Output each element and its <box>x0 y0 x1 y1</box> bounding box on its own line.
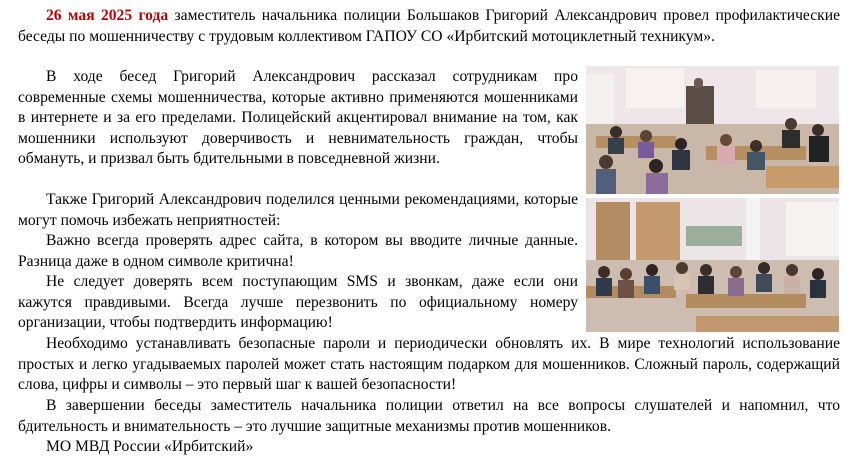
paragraph-sms-calls: Не следует доверять всем поступающим SMS и звонкам, даже если они кажутся правдивыми. Всегда лучше перезвонить по официальному номеру организации, чтобы подтвердить информацию! <box>18 273 578 331</box>
paragraph-recommendations-intro: Также Григорий Александрович поделился ценными рекомендациями, которые могут помочь избежать неприятностей: <box>18 191 578 229</box>
classroom-photo-1 <box>586 66 839 194</box>
paragraph-passwords: Необходимо устанавливать безопасные пароли и периодически обновлять их. В мире технологий использование простых и легко угадываемых паролей может стать настоящим подарком для мошенников. Сложный пароль, содержащий слова, цифры и символы – это первый шаг к вашей безопасности! <box>18 335 840 393</box>
intro-text: заместитель начальника полиции Большаков Григорий Александрович провел профилактические беседы по мошенничеству с трудовым коллективом ГАПОУ СО «Ирбитский мотоциклетный техникум». <box>18 7 840 45</box>
classroom-photo-2 <box>586 198 839 332</box>
paragraph-conclusion: В завершении беседы заместитель начальника полиции ответил на все вопросы слушателей и напомнил, что бдительность и внимательность – это лучшие защитные механизмы против мошенников. <box>18 397 840 435</box>
paragraph-intro <box>18 6 840 47</box>
signature: МО МВД России «Ирбитский» <box>46 438 254 455</box>
paragraph-check-site: Важно всегда проверять адрес сайта, в котором вы вводите личные данные. Разница даже в одном символе критична! <box>18 232 578 270</box>
event-date: 26 мая 2025 года <box>46 7 169 24</box>
paragraph-schemes: В ходе бесед Григорий Александрович рассказал сотрудникам про современные схемы мошенничества, которые активно применяются мошенниками в интернете и за его пределами. Полицейский акцентировал внимание на том, как мошенники используют доверчивость и невнимательность граждан, чтобы обмануть, и призвал быть бдительными в повседневной жизни. <box>18 68 578 167</box>
